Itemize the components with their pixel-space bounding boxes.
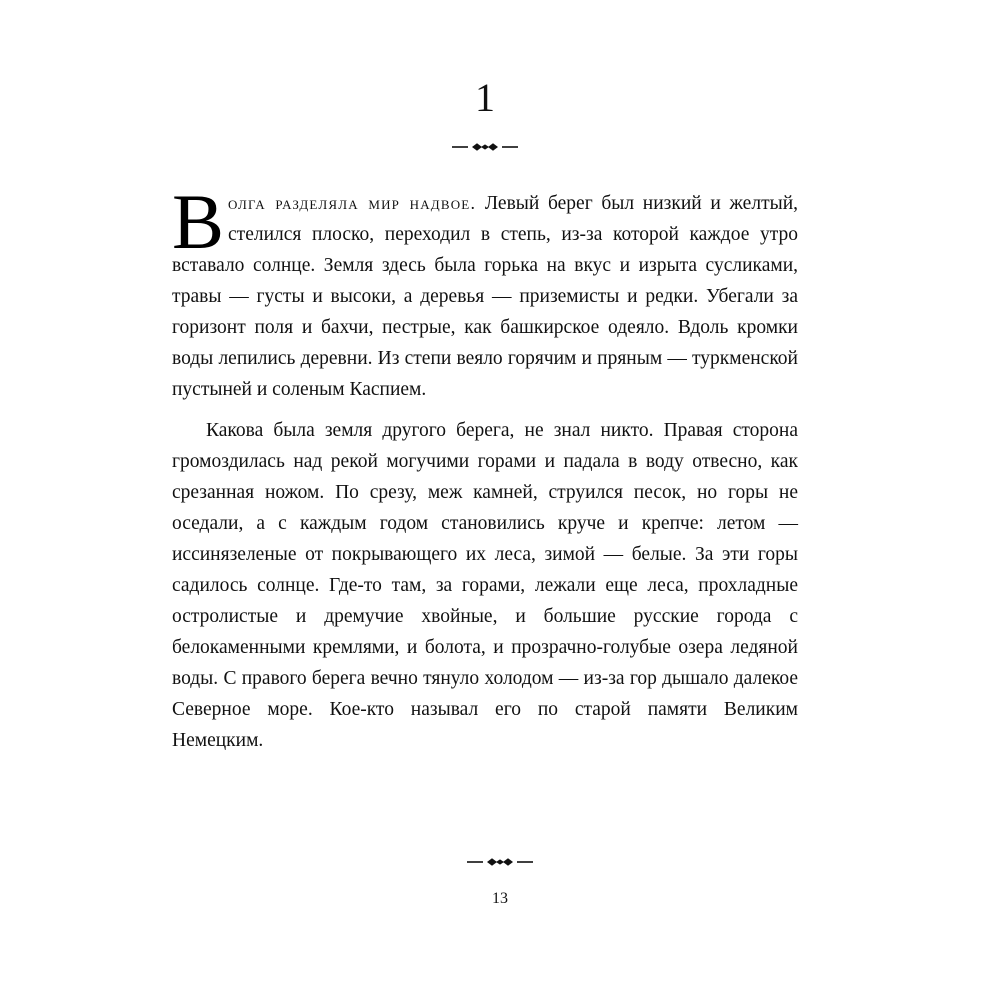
paragraph-first-body: Левый берег был низкий и желтый, стелился плоско, переходил в степь, из-за которой каждое утро вставало солнце. Земля здесь была горька на вкус и изрыта сусликами, травы — густы и высоки, а деревья — приземисты и редки. Убегали за горизонт поля и бахчи, пестрые, как башкирское одеяло. Вдоль кромки воды лепились деревни. Из степи веяло горячим и пряным — туркменской пустыней и соленым Каспием. [172,193,799,400]
paragraph-first [172,178,799,405]
chapter-number: 1 [475,75,495,120]
paragraph-second: Какова была земля другого берега, не знал никто. Правая сторона громоздилась над рекой могучими горами и падала в воду отвесно, как срезанная ножом. По срезу, меж камней, струился песок, но горы не оседали, а с каждым годом становились круче и крепче: летом — иссинязеленые от покрывающего их леса, зимой — белые. За эти горы садилось солнце. Где-то там, за горами, лежали еще леса, прохладные остролистые и дремучие хвойные, и большие русские города с белокаменными кремлями, и болота, и прозрачно-голубые озера ледяной воды. С правого берега вечно тянуло холодом — из-за гор дышало далекое Северное море. Кое-кто называл его по старой памяти Великим Немецким. [172,420,798,751]
body-text [172,178,799,756]
drop-cap: В [172,178,225,265]
page-content [172,60,798,756]
diamond-rule-ornament [172,140,798,154]
page-number: 13 [492,890,508,907]
bottom-diamond-rule-ornament [0,855,1000,873]
opening-small-caps: олга разделяла мир надвое. [228,193,477,213]
